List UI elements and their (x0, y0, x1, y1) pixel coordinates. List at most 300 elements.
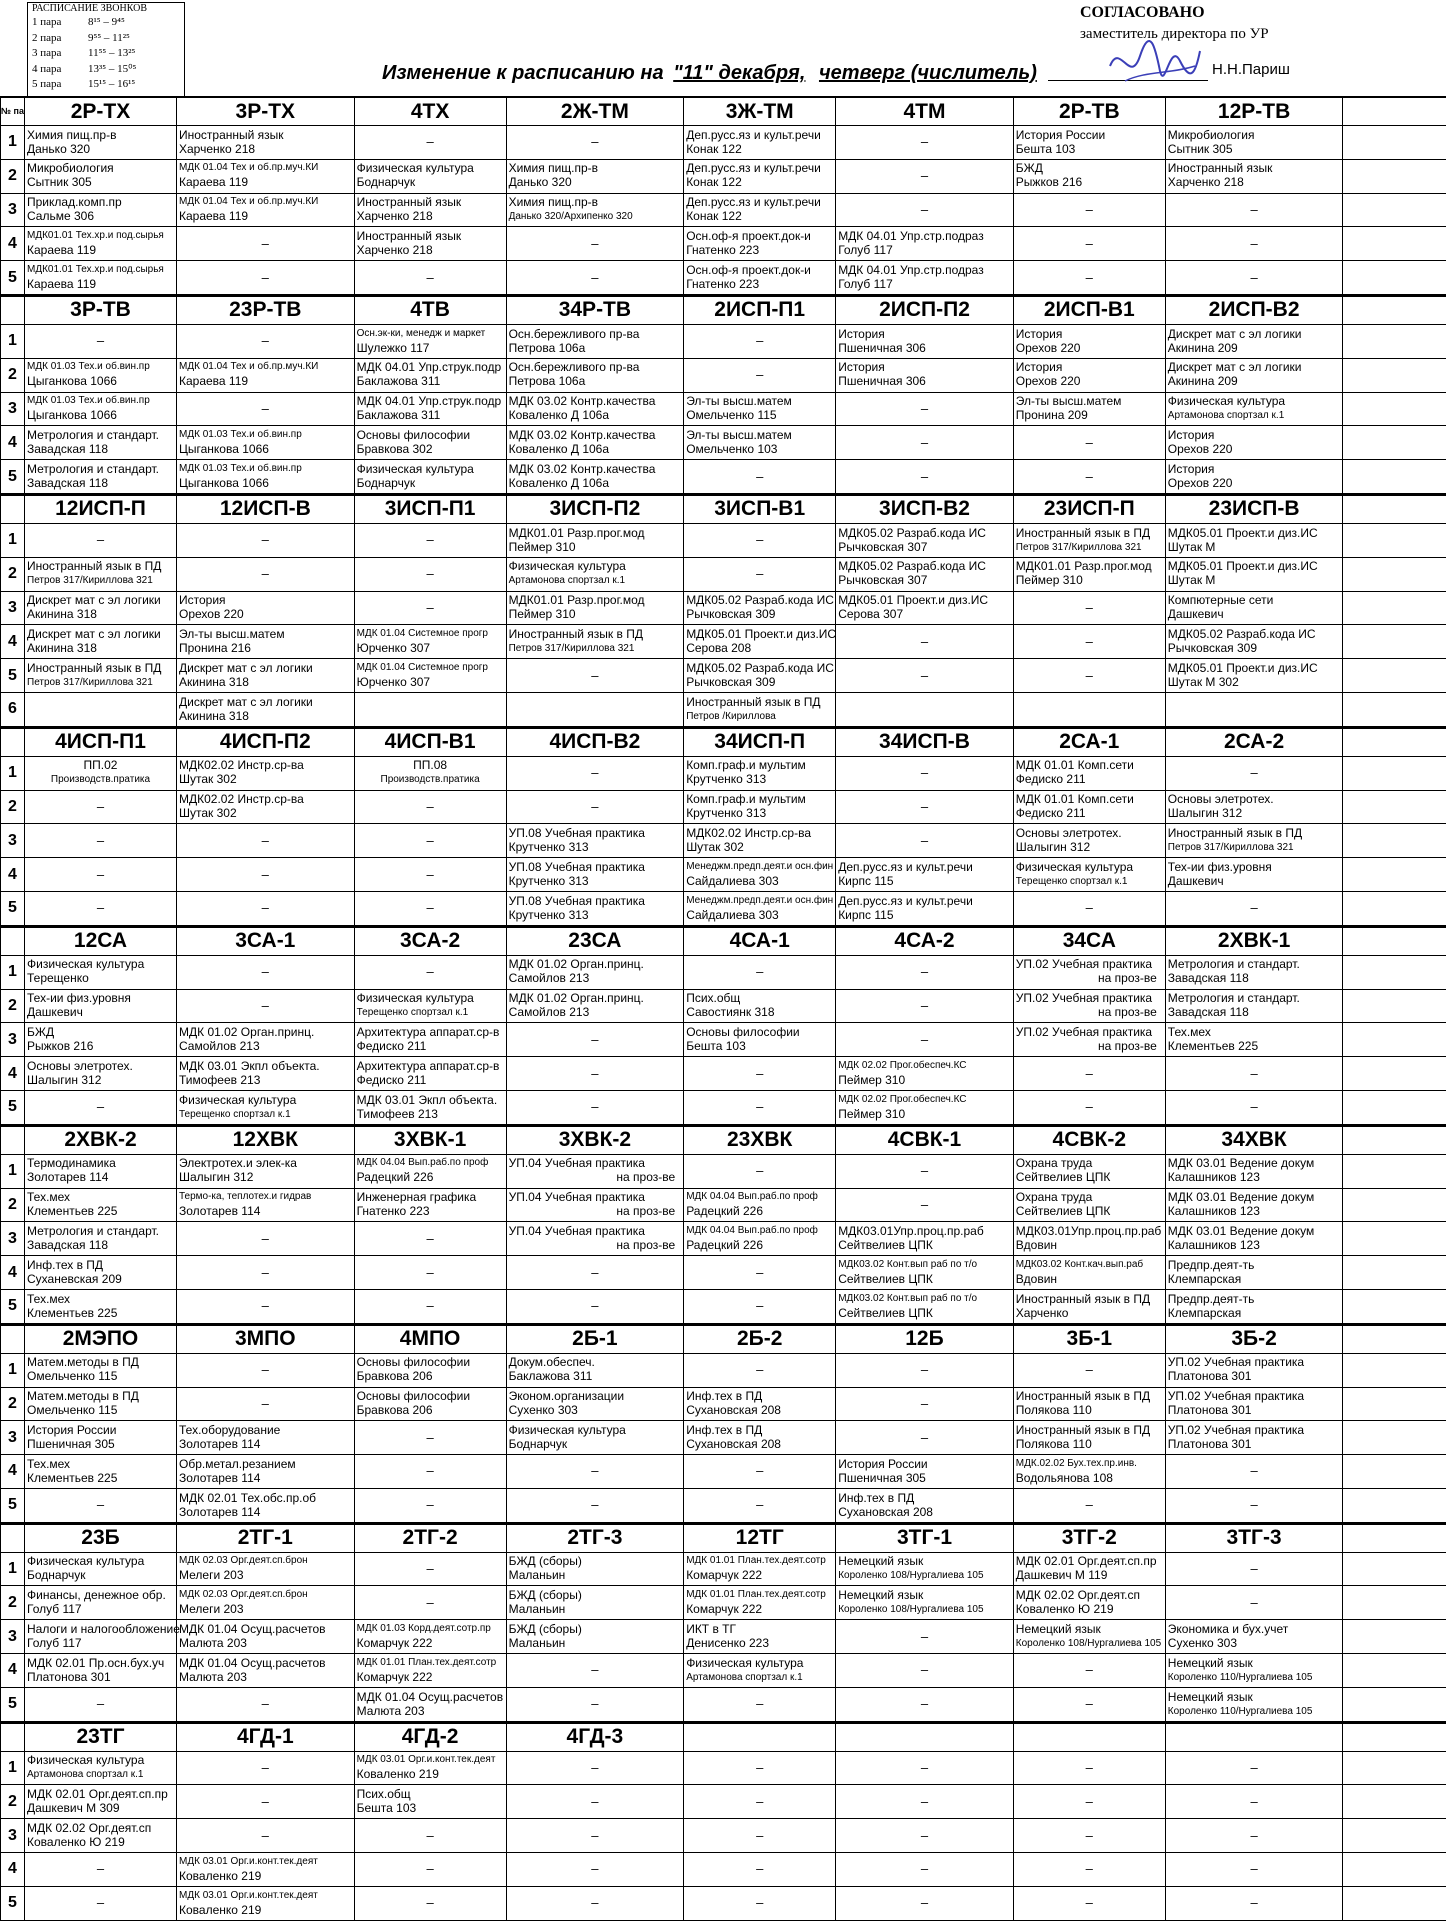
subject-text: БЖД (1015, 161, 1043, 176)
schedule-cell (1014, 126, 1166, 159)
schedule-cell (25, 1785, 177, 1818)
teacher-room-text: Самойлов 213 (179, 1038, 260, 1053)
schedule-cell (355, 1189, 507, 1222)
schedule-cell (1014, 393, 1166, 426)
schedule-cell (355, 757, 507, 790)
schedule-cell (177, 858, 355, 891)
subject-text: МДК 04.01 Упр.стр.подраз (838, 262, 984, 277)
schedule-cell (1014, 1455, 1166, 1488)
schedule-cell (25, 659, 177, 692)
subject-text: МДК 02.03 Орг.деят.сп.брон (179, 1589, 308, 1601)
teacher-room-text: Рычковская 309 (686, 674, 776, 689)
schedule-cell (355, 858, 507, 891)
schedule-cell (25, 625, 177, 658)
subject-text: – (96, 798, 105, 814)
subject-text: Охрана труда (1015, 1190, 1093, 1205)
subject-text: – (1250, 1594, 1258, 1610)
teacher-room-text: Пронина 209 (1015, 408, 1088, 423)
teacher-room-text: Тимофеев 213 (356, 1106, 438, 1121)
lesson-row (0, 1853, 1446, 1887)
subject-text: УП.08 Учебная практика (508, 825, 645, 840)
schedule-cell (1166, 1887, 1344, 1920)
schedule-cell (507, 757, 685, 790)
schedule-block (0, 1125, 1446, 1324)
group-name: 2ХВК-2 (25, 1127, 177, 1154)
schedule-cell (1014, 1688, 1166, 1721)
subject-text: УП.02 Учебная практика (1015, 991, 1153, 1006)
subject-text: – (920, 434, 929, 450)
teacher-room-text: Малюта 203 (356, 1703, 425, 1718)
schedule-cell (836, 1586, 1014, 1619)
subject-text: История (179, 593, 226, 608)
bell-schedule-title: РАСПИСАНИЕ ЗВОНКОВ (32, 3, 147, 14)
lesson-row (0, 160, 1446, 194)
schedule-cell (836, 261, 1014, 294)
schedule-cell (507, 1853, 685, 1886)
subject-text: – (1250, 1561, 1258, 1577)
lesson-number: 5 (0, 1887, 25, 1920)
subject-text: МДК02.02 Инстр.ср-ва (179, 792, 304, 807)
schedule-cell (684, 693, 836, 726)
teacher-room-text: Дашкевич (1167, 873, 1224, 888)
subject-text: – (426, 1497, 434, 1513)
subject-text: МДК01.01 Разр.прог.мод (508, 525, 645, 540)
teacher-room-text: Шутак М (1167, 573, 1216, 588)
teacher-room-text: Самойлов 213 (508, 971, 590, 986)
lesson-row (0, 1553, 1446, 1587)
teacher-room-text: Петрова 106а (508, 340, 586, 355)
subject-text: Охрана труда (1015, 1156, 1093, 1171)
teacher-room-text: Гнатенко 223 (686, 276, 760, 291)
teacher-room-text: Коваленко 219 (179, 1868, 262, 1883)
teacher-room-text: Омельченко 103 (686, 442, 778, 457)
subject-text: МДК 01.01 План.тех.деят.сотр (686, 1555, 826, 1567)
group-name: 23ХВК (684, 1127, 836, 1154)
subject-text: – (96, 866, 105, 882)
group-name: 4ИСП-П2 (177, 729, 355, 756)
group-name (836, 1724, 1014, 1751)
subject-text: Физическая культура (179, 1092, 297, 1107)
schedule-cell (25, 558, 177, 591)
subject-text: – (920, 1793, 929, 1809)
schedule-cell (684, 359, 836, 392)
schedule-cell (355, 1752, 507, 1785)
subject-text: – (426, 1594, 434, 1610)
subject-text: Докум.обеспеч. (508, 1355, 595, 1370)
subject-text: МДК05.01 Проект.и диз.ИС (1167, 660, 1318, 675)
schedule-cell (684, 1155, 836, 1188)
subject-text: – (96, 1895, 105, 1911)
schedule-cell (507, 1256, 685, 1289)
teacher-room-text: Данько 320 (27, 141, 91, 156)
teacher-room-text: Шутак М 302 (1167, 674, 1239, 689)
schedule-cell (836, 1388, 1014, 1421)
subject-text: Физическая культура (356, 991, 474, 1006)
schedule-cell (177, 1222, 355, 1255)
schedule-cell (25, 1388, 177, 1421)
subject-text: – (1085, 1065, 1093, 1081)
lesson-number: 5 (0, 460, 25, 493)
subject-text: – (920, 1662, 929, 1678)
teacher-room-text: Акинина 318 (27, 607, 97, 622)
schedule-cell (25, 194, 177, 227)
subject-text: МДК05.01 Проект.и диз.ИС (686, 627, 837, 641)
subject-text: История (1015, 360, 1063, 375)
subject-text: – (756, 1861, 764, 1877)
subject-text: – (1085, 1861, 1093, 1877)
schedule-cell (684, 1785, 836, 1818)
schedule-cell (177, 1155, 355, 1188)
schedule-cell (1166, 524, 1344, 557)
group-name: 2ИСП-В2 (1166, 297, 1344, 324)
subject-text: Матем.методы в ПД (27, 1355, 139, 1370)
schedule-cell (1166, 1256, 1344, 1289)
schedule-cell (25, 1853, 177, 1886)
subject-text: Дискрет мат с эл логики (1167, 326, 1302, 341)
schedule-cell (1014, 824, 1166, 857)
teacher-room-text: Караева 119 (27, 276, 97, 291)
lesson-number-header-empty (0, 928, 25, 955)
group-name: 4ГД-3 (507, 1724, 685, 1751)
subject-text: – (96, 900, 105, 916)
schedule-cell (177, 956, 355, 989)
subject-text: – (920, 134, 929, 150)
schedule-cell (1014, 1388, 1166, 1421)
subject-text: Налоги и налогообложение (27, 1621, 180, 1636)
group-name: 12ИСП-В (177, 496, 355, 523)
teacher-room-text: Голуб 117 (838, 243, 893, 258)
teacher-room-text: Кирпс 115 (838, 873, 894, 888)
subject-text: – (591, 269, 599, 285)
schedule-cell (507, 824, 685, 857)
schedule-cell (684, 824, 836, 857)
schedule-block (0, 494, 1446, 727)
subject-text: – (756, 566, 764, 582)
lesson-number: 3 (0, 194, 25, 227)
schedule-cell (836, 693, 1014, 726)
subject-text: УП.02 Учебная практика (1167, 1422, 1305, 1437)
subject-text: Иностранный язык в ПД (1015, 525, 1151, 540)
teacher-room-text: Орехов 220 (1015, 374, 1081, 389)
teacher-room-text: Сейтвелиев ЦПК (838, 1305, 933, 1320)
schedule-cell (1014, 693, 1166, 726)
teacher-room-text: Савостиянк 318 (686, 1005, 775, 1020)
subject-text: – (920, 1362, 929, 1378)
lesson-row (0, 693, 1446, 727)
schedule-cell (507, 1819, 685, 1852)
lesson-row (0, 393, 1446, 427)
teacher-room-text: Комарчук 222 (686, 1568, 763, 1583)
teacher-room-text: Артамонова спортзал к.1 (508, 575, 626, 587)
schedule-cell (355, 791, 507, 824)
teacher-room-text: Акинина 318 (179, 674, 249, 689)
teacher-room-text: Дашкевич М 119 (1015, 1568, 1108, 1583)
schedule-cell (25, 325, 177, 358)
schedule-cell (507, 426, 685, 459)
teacher-room-text: Радецкий 226 (686, 1237, 764, 1252)
schedule-cell (355, 1620, 507, 1653)
schedule-cell (177, 892, 355, 925)
subject-text: Иностранный язык в ПД (27, 559, 162, 574)
subject-text: Химия пищ.пр-в (508, 195, 599, 210)
group-name: 2Р-ТВ (1014, 98, 1166, 125)
group-name: 3СА-2 (355, 928, 507, 955)
schedule-cell (25, 1553, 177, 1586)
schedule-cell (1166, 990, 1344, 1023)
group-header-row (0, 1722, 1446, 1752)
schedule-cell (507, 1388, 685, 1421)
subject-text: МДК 01.04 Тех и об.пр.муч.КИ (179, 361, 319, 373)
schedule-cell (507, 325, 685, 358)
subject-text: Метрология и стандарт. (27, 461, 159, 476)
schedule-cell (177, 460, 355, 493)
schedule-cell (1166, 160, 1344, 193)
schedule-cell (684, 558, 836, 591)
schedule-cell (1166, 1586, 1344, 1619)
subject-text: Инженерная графика (356, 1190, 477, 1205)
schedule-cell (177, 1489, 355, 1522)
subject-text: Матем.методы в ПД (27, 1389, 139, 1404)
schedule-cell (684, 956, 836, 989)
subject-text: Основы философии (356, 428, 471, 443)
teacher-room-text: Конак 122 (686, 175, 742, 190)
lesson-number: 4 (0, 1853, 25, 1886)
schedule-cell (177, 1654, 355, 1687)
schedule-cell (1014, 1553, 1166, 1586)
schedule-cell (1014, 1091, 1166, 1124)
schedule-cell (177, 791, 355, 824)
schedule-cell (684, 1553, 836, 1586)
schedule-cell (836, 558, 1014, 591)
subject-text: Иностранный язык в ПД (1015, 1389, 1151, 1404)
lesson-number: 2 (0, 990, 25, 1023)
group-name: 2ТГ-3 (507, 1525, 685, 1552)
teacher-room-text: Сайдалиева 303 (686, 907, 779, 922)
teacher-room-text: Завадская 118 (27, 475, 108, 490)
schedule-cell (25, 1189, 177, 1222)
subject-text: – (1250, 1827, 1258, 1843)
schedule-cell (684, 592, 836, 625)
schedule-cell (684, 1354, 836, 1387)
subject-text: Дискрет мат с эл логики (27, 593, 161, 608)
schedule-cell (1166, 1155, 1344, 1188)
teacher-room-text: Радецкий 226 (356, 1170, 434, 1185)
subject-text: Комп.граф.и мультим (686, 792, 806, 807)
subject-text: Основы философии (356, 1355, 471, 1370)
schedule-cell (177, 1354, 355, 1387)
group-name: 34СА (1014, 928, 1166, 955)
group-name: 12ИСП-П (25, 496, 177, 523)
subject-text: МДК 01.02 Орган.принц. (179, 1024, 315, 1039)
schedule-cell (836, 1752, 1014, 1785)
schedule-cell (177, 1553, 355, 1586)
schedule-cell (684, 1290, 836, 1323)
subject-text: Дискрет мат с эл логики (1167, 360, 1302, 375)
subject-text: – (426, 964, 434, 980)
schedule-cell (507, 956, 685, 989)
schedule-cell (1014, 1654, 1166, 1687)
subject-text: – (96, 1861, 105, 1877)
schedule-cell (507, 592, 685, 625)
teacher-room-text: Маланьин (508, 1635, 566, 1650)
group-name: 2Б-1 (507, 1326, 685, 1353)
schedule-cell (177, 1455, 355, 1488)
schedule-cell (25, 1057, 177, 1090)
lesson-row (0, 1023, 1446, 1057)
group-header-row (0, 96, 1446, 126)
lesson-number: 2 (0, 160, 25, 193)
subject-text: МДК03.02 Конт.кач.вып.раб (1015, 1258, 1144, 1270)
teacher-room-text: Клементьев 225 (27, 1305, 118, 1320)
teacher-room-text: Пшеничная 305 (27, 1436, 115, 1451)
subject-text: Физическая культура (27, 1753, 145, 1768)
group-name (684, 1724, 836, 1751)
teacher-room-text: Бешта 103 (1015, 141, 1076, 156)
subject-text: – (756, 1793, 764, 1809)
teacher-room-text: Рыжков 216 (1015, 175, 1083, 190)
subject-text: Немецкий язык (1015, 1621, 1101, 1636)
subject-text: – (1250, 235, 1258, 251)
group-name: 3Ж-ТМ (684, 98, 836, 125)
subject-text: Метрология и стандарт. (1167, 991, 1300, 1006)
teacher-room-text: Юрченко 307 (356, 641, 431, 655)
lesson-number: 5 (0, 892, 25, 925)
teacher-room-text: Короленко 108/Нургалиева 105 (1015, 1637, 1162, 1649)
subject-text: – (426, 1264, 434, 1280)
subject-text: – (261, 566, 269, 582)
schedule-cell (1014, 261, 1166, 294)
teacher-room-text: Голуб 117 (27, 1602, 82, 1617)
schedule-cell (25, 1256, 177, 1289)
subject-text: Термо-ка, теплотех.и гидрав (179, 1191, 312, 1203)
subject-text: Метрология и стандарт. (1167, 957, 1300, 972)
subject-text: МДК 01.04 Системное прогр (356, 628, 488, 639)
teacher-room-text: Рычковская 309 (1167, 641, 1258, 655)
teacher-room-text: Пронина 216 (179, 641, 251, 655)
bell-schedule (27, 2, 185, 98)
subject-text: – (756, 468, 764, 484)
teacher-room-text: Конак 122 (686, 141, 742, 156)
teacher-room-text: Сейтвелиев ЦПК (1015, 1170, 1111, 1185)
teacher-room-text: Крутченко 313 (508, 839, 589, 854)
subject-text: – (426, 1463, 434, 1479)
teacher-room-text: Акинина 318 (179, 708, 249, 723)
subject-text: Дискрет мат с эл логики (179, 660, 313, 675)
teacher-room-text: Харченко 218 (356, 209, 433, 224)
subject-text: МДК 01.01 План.тех.деят.сотр (686, 1589, 826, 1601)
schedule-cell (836, 1057, 1014, 1090)
schedule-cell (177, 625, 355, 658)
subject-text: – (96, 1099, 105, 1115)
lesson-row (0, 1354, 1446, 1388)
schedule-cell (507, 1586, 685, 1619)
teacher-room-text: Малюта 203 (179, 1635, 247, 1650)
schedule-cell (684, 1189, 836, 1222)
schedule-cell (836, 1290, 1014, 1323)
lesson-row (0, 1455, 1446, 1489)
schedule-cell (25, 460, 177, 493)
lesson-row (0, 625, 1446, 659)
subject-text: Иностранный язык в ПД (1167, 825, 1303, 840)
lesson-row (0, 824, 1446, 858)
subject-text: – (756, 1065, 764, 1081)
schedule-cell (1014, 1887, 1166, 1920)
schedule-block (0, 1722, 1446, 1921)
teacher-room-text: Шалыгин 312 (1167, 806, 1243, 821)
teacher-room-text: Омельченко 115 (27, 1369, 118, 1384)
group-header-row (0, 1125, 1446, 1155)
subject-text: БЖД (сборы) (508, 1588, 582, 1603)
subject-text: МДК 01.04 Системное прогр (356, 661, 488, 673)
group-name: 3Р-ТХ (177, 98, 355, 125)
schedule-cell (177, 194, 355, 227)
teacher-room-text: Водольянова 108 (1015, 1470, 1113, 1485)
bell-row: 3 пара 11⁵⁵ – 13²⁵ (32, 47, 136, 59)
schedule-cell (355, 824, 507, 857)
subject-text: – (591, 1861, 599, 1877)
schedule-cell (177, 1620, 355, 1653)
subject-text: Иностранный язык (1167, 161, 1273, 176)
schedule-cell (25, 858, 177, 891)
subject-text: – (591, 1099, 599, 1115)
teacher-room-text: Полякова 110 (1015, 1436, 1092, 1451)
schedule-cell (177, 1091, 355, 1124)
subject-text: Тех.оборудование (179, 1422, 281, 1437)
schedule-cell (507, 1688, 685, 1721)
lesson-number: 2 (0, 558, 25, 591)
schedule-cell (507, 1155, 685, 1188)
group-name: 3ИСП-В1 (684, 496, 836, 523)
schedule-cell (25, 1091, 177, 1124)
group-name: 23СА (507, 928, 685, 955)
schedule-cell (684, 1455, 836, 1488)
subject-text: История (838, 326, 885, 341)
lesson-row (0, 1222, 1446, 1256)
subject-text: Инф.тех в ПД (686, 1422, 763, 1437)
schedule-cell (1166, 1553, 1344, 1586)
subject-text: МДК 02.03 Орг.деят.сп.брон (179, 1555, 308, 1567)
teacher-room-text: Тимофеев 213 (179, 1072, 261, 1087)
subject-text: Микробиология (27, 161, 114, 176)
teacher-room-text: Маланьин (508, 1602, 566, 1617)
subject-text: – (261, 997, 269, 1013)
schedule-cell (836, 1222, 1014, 1255)
teacher-room-text: Рычковская 307 (838, 573, 928, 588)
subject-text: Физическая культура (27, 1554, 145, 1569)
teacher-room-text: Завадская 118 (27, 1237, 108, 1252)
teacher-room-text: Пшеничная 305 (838, 1470, 926, 1485)
subject-text: История (1167, 461, 1215, 476)
schedule-cell (836, 1620, 1014, 1653)
teacher-room-text: Радецкий 226 (686, 1204, 764, 1219)
subject-text: Тех-ии физ.уровня (1167, 859, 1272, 874)
lesson-row (0, 1421, 1446, 1455)
schedule-cell (1166, 1489, 1344, 1522)
teacher-room-text: Сейтвелиев ЦПК (838, 1271, 933, 1286)
lesson-number-header-empty (0, 729, 25, 756)
subject-text: – (261, 964, 269, 980)
subject-text: МДК03.01Упр.проц.пр.раб (1015, 1223, 1162, 1238)
subject-text: МДК 04.01 Упр.стр.подраз (838, 229, 984, 244)
subject-text: Тех.мех (27, 1291, 71, 1306)
subject-text: – (591, 798, 599, 814)
group-name: 3СА-1 (177, 928, 355, 955)
subject-text: – (756, 964, 764, 980)
schedule-cell (25, 1654, 177, 1687)
schedule-cell (684, 659, 836, 692)
schedule-cell (1166, 1688, 1344, 1721)
group-name: 4ИСП-П1 (25, 729, 177, 756)
